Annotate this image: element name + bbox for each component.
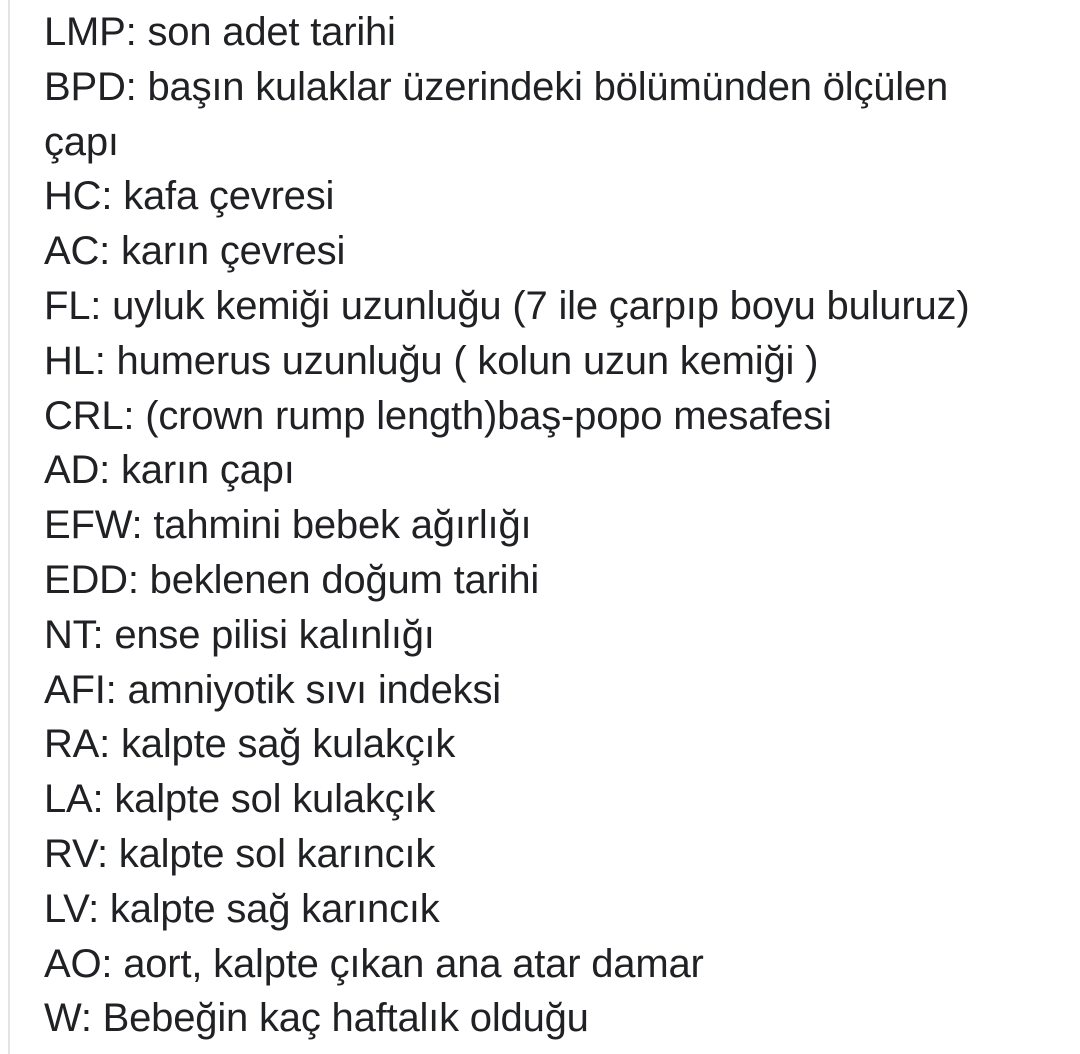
text-line-nt: NT: ense pilisi kalınlığı: [44, 612, 435, 657]
text-line-fl: FL: uyluk kemiği uzunluğu (7 ile çarpıp boyu buluruz): [44, 283, 970, 328]
text-line-bpd: BPD: başın kulaklar üzerindeki bölümünden ölçülen: [44, 64, 949, 109]
text-line-ra: RA: kalpte sağ kulakçık: [44, 722, 456, 767]
text-line-efw: EFW: tahmini bebek ağırlığı: [44, 503, 532, 548]
text-line-crl: CRL: (crown rump length)baş-popo mesafesi: [44, 393, 832, 438]
text-line-hl: HL: humerus uzunluğu ( kolun uzun kemiği ): [44, 338, 819, 383]
text-line-lmp: LMP: son adet tarihi: [44, 10, 396, 54]
text-line-hc: HC: kafa çevresi: [44, 174, 335, 219]
text-line-la: LA: kalpte sol kulakçık: [44, 777, 436, 822]
text-line-ac: AC: karın çevresi: [44, 229, 346, 274]
left-divider: [8, 0, 10, 1054]
message-text-block: [44, 5, 1064, 1046]
text-line-edd: EDD: beklenen doğum tarihi: [44, 557, 540, 602]
text-line-ad: AD: karın çapı: [44, 448, 295, 493]
text-line-afi: AFI: amniyotik sıvı indeksi: [44, 667, 501, 712]
text-line-lv: LV: kalpte sağ karıncık: [44, 886, 440, 931]
text-line-rv: RV: kalpte sol karıncık: [44, 831, 436, 876]
text-line-ao: AO: aort, kalpte çıkan ana atar damar: [44, 941, 704, 986]
text-line-bpd-continued: çapı: [44, 119, 119, 164]
text-line-w: W: Bebeğin kaç haftalık olduğu: [44, 996, 589, 1041]
